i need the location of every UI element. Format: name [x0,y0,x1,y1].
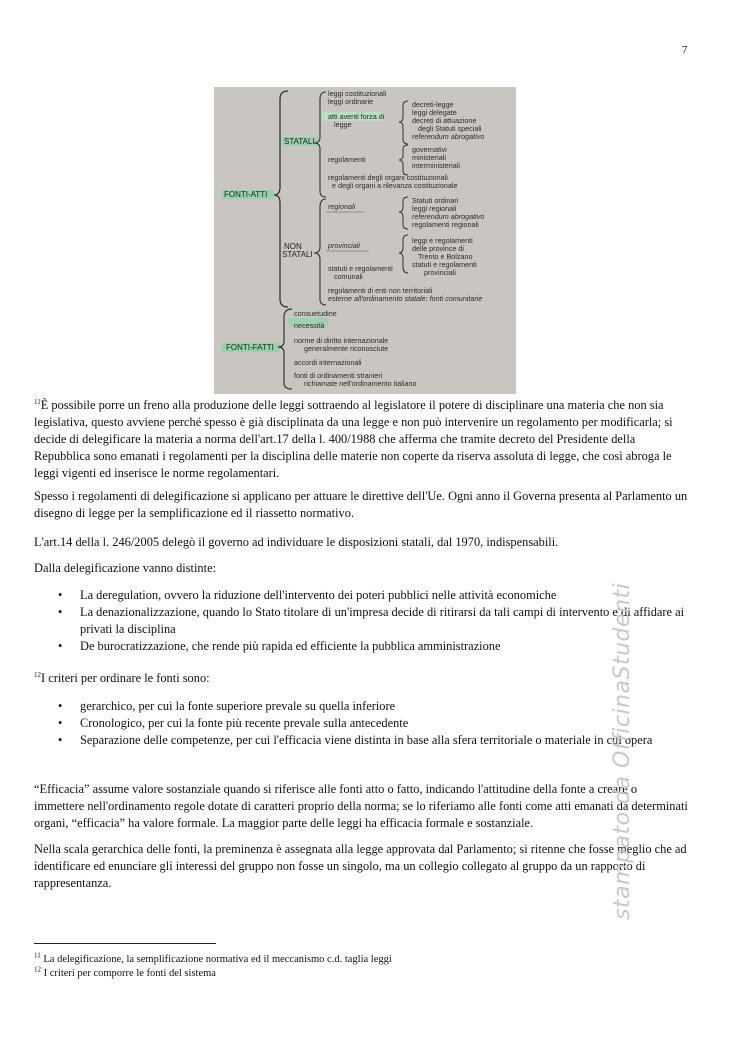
scheme-regionali-item: referendum abrogativo [412,212,485,221]
footnote-text: La delegificazione, la semplificazione normativa ed il meccanismo c.d. taglia leggi [43,954,392,965]
paragraph-text: Spesso i regolamenti di delegificazione si applicano per attuare le direttive dell'Ue. Ogni anno il Governa presenta al Parlamento un disegno di legge per la semplificazione ed il riassetto normativo. [34,489,688,520]
list-item-text: Separazione delle competenze, per cui l'efficacia viene distinta in base alla sfera territoriale o materiale in cui opera [80,733,653,747]
scheme-fatti-item: richiamate nell'ordinamento italiano [304,379,417,388]
scheme-regolamenti-item: governativi [412,145,447,154]
list-item-text: La deregulation, ovvero la riduzione dell'intervento dei poteri pubblici nelle attività economiche [80,588,557,602]
paragraph-text: Dalla delegificazione vanno distinte: [34,561,217,575]
paragraph-scala-gerarchica [34,841,688,892]
scheme-label-fonti-atti: FONTI-ATTI [224,190,268,199]
scheme-statali-item: leggi ordinarie [328,97,374,106]
list-item-text: La denazionalizzazione, quando lo Stato titolare di un'impresa decide di ritirarsi da tali campi di intervento e di affidare ai privati la disciplina [80,605,685,636]
footnote-separator [34,943,216,944]
list-item [58,715,688,732]
scheme-enti: esterne all'ordinamento statale: fonti comunitarie [328,294,483,303]
scheme-regionali-item: leggi regionali [412,204,457,213]
scheme-fatti-item: necessità [294,321,325,330]
scheme-statali-item: regolamenti [328,155,366,164]
footnote-ref: 12 [34,670,41,679]
scheme-provinciali-item: statuti e regolamenti [412,260,477,269]
scheme-forza-item: leggi delegate [412,108,457,117]
scheme-fatti-item: fonti di ordinamenti stranieri [294,371,383,380]
scheme-forza-item: decreti-legge [412,100,454,109]
footnote-text: I criteri per comporre le fonti del sistema [43,968,216,979]
paragraph-efficacia [34,781,688,832]
list-item-text: gerarchico, per cui la fonte superiore prevale su quella inferiore [80,699,396,713]
scheme-comunali: statuti e regolamenti [328,264,393,273]
paragraph-text: “Efficacia” assume valore sostanziale quando si riferisce alle fonti atto o fatto, indicando l'attitudine della fonte a creare o immettere nell'ordinamento regole dotate di caratteri proprio della norma; se lo riferiamo alle fonti come atti emanati da determinati organi, “efficacia” ha valore formale. La maggior parte delle leggi ha efficacia formale e sostanziale. [34,782,688,830]
paragraph-regolamenti [34,488,688,522]
paragraph-text: I criteri per ordinare le fonti sono: [41,671,210,685]
list-item [58,587,688,604]
scheme-fatti-item: generalmente riconosciute [304,344,389,353]
page-number: 7 [682,44,688,56]
footnote [34,953,392,966]
scheme-regionali-item: regolamenti regionali [412,220,479,229]
scheme-label-non: NON [284,242,302,251]
paragraph-art14 [34,534,688,551]
list-item [58,698,688,715]
paragraph-criteri [34,670,688,687]
list-item-text: De burocratizzazione, che rende più rapida ed efficiente la pubblica amministrazione [80,639,501,653]
scheme-statali-item: legge [334,120,352,129]
scheme-regolamenti-item: interministeriali [412,161,460,170]
scheme-regolamenti-item: ministeriali [412,153,446,162]
scheme-label-fonti-fatti: FONTI-FATTI [226,343,274,352]
scheme-label-non-statali: STATALI [282,250,313,259]
scheme-provinciali-item: delle province di [412,244,464,253]
footnote-mark: 12 [34,965,41,974]
scheme-provinciali-item: Trento e Bolzano [418,252,473,261]
scheme-forza-item: degli Statuti speciali [418,124,482,133]
bullet: • [58,588,63,602]
bullet: • [58,716,63,730]
paragraph-text: L'art.14 della l. 246/2005 delegò il governo ad individuare le disposizioni statali, dal 1970, indispensabili. [34,535,559,549]
list-item [58,638,688,655]
scheme-statali-item: atti aventi forza di [328,112,385,121]
paragraph-text: Nella scala gerarchica delle fonti, la preminenza è assegnata alla legge approvata dal Parlamento; si ritenne che fosse meglio che ad identificare ed enunciare gli interessi del gruppo non fosse un singolo, ma un collegio collegato al gruppo da un rapporto di rappresentanza. [34,842,687,890]
scheme-provinciali-item: leggi e regolamenti [412,236,473,245]
scheme-forza-item: referendum abrogativo [412,132,485,141]
scheme-comunali: comunali [334,272,363,281]
footnote [34,967,216,980]
sources-scheme-photo [214,87,516,394]
footnote-mark: 11 [34,951,41,960]
bullet: • [58,639,63,653]
scheme-forza-item: decreti di attuazione [412,116,477,125]
scheme-fatti-item: accordi internazionali [294,358,362,367]
scheme-statali-item: regolamenti degli organi costituzionali [328,173,448,182]
paragraph-distinte [34,560,688,577]
footnote-ref: 11 [34,397,41,406]
scheme-provinciali: provinciali [328,241,360,250]
scheme-regionali: regionali [328,202,356,211]
scheme-regionali-item: Statuti ordinari [412,196,459,205]
scheme-label-statali: STATALI [284,137,315,146]
scheme-enti: regolamenti di enti non territoriali [328,286,433,295]
scheme-fatti-item: norme di diritto internazionale [294,336,389,345]
bullet: • [58,605,63,619]
scheme-provinciali-item: provinciali [424,268,456,277]
list-item-text: Cronologico, per cui la fonte più recente prevale sulla antecedente [80,716,409,730]
list-item [58,732,688,749]
scheme-fatti-item: consuetudine [294,309,337,318]
paragraph-delegificazione [34,397,688,482]
bullet: • [58,733,63,747]
watermark: stampato da OfficinaStudenti [610,582,635,920]
scheme-statali-item: e degli organi a rilevanza costituzionale [332,181,458,190]
scheme-statali-item: leggi costituzionali [328,89,387,98]
paragraph-text: È possibile porre un freno alla produzione delle leggi sottraendo al legislatore il potere di disciplinare una materia che non sia legislativa, questo avviene perché spesso è già disciplinata da una legge e non può intervenire un regolamento per modificarla; si decide di delegificare la materia a norma dell'art.17 della l. 400/1988 che afferma che tramite decreto del Presidente della Repubblica sono emanati i regolamenti per la disciplina delle materie non coperte da riserva assoluta di legge, che così abroga le leggi vigenti ed inserisce le norme regolamentari. [34,398,673,480]
bullet: • [58,699,63,713]
list-item [58,604,688,638]
